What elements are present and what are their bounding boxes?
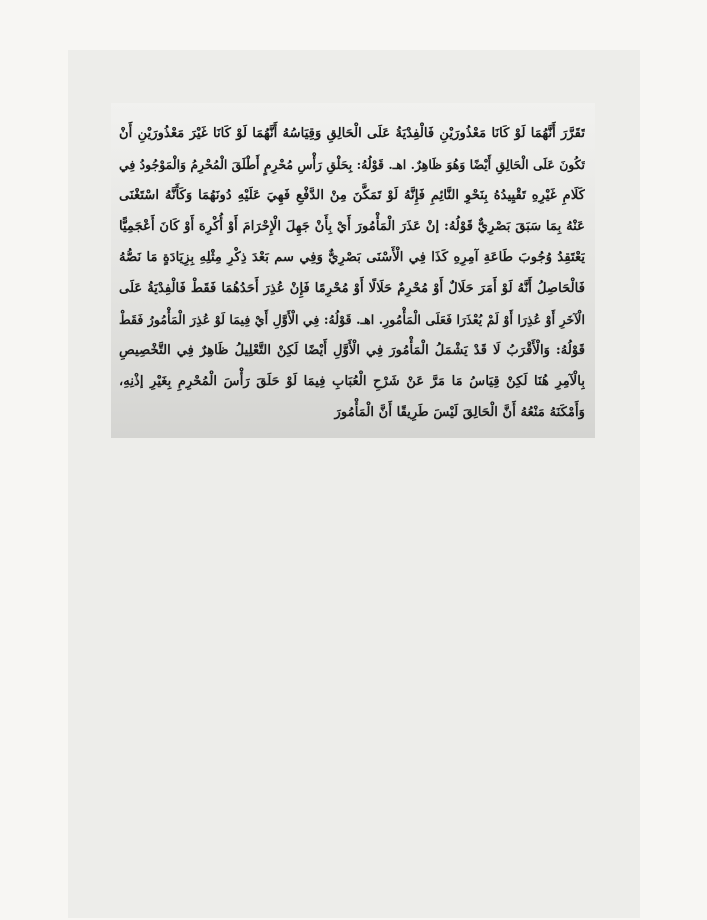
text-line: كَلَامِ غَيْرِهِ تَقْيِيدُهُ بِنَحْوِ النَّائِمِ فَإِنَّهُ لَوْ تَمَكَّنَ مِنْ الدَّفْعِ فَهِيَ عَلَيْهِ دُونَهُمَا وَكَأَنَّهُ اسْتَغْنَى — [119, 188, 585, 203]
text-line: الْآخَرِ أَوْ عُذِرَا أَوْ لَمْ يُعْذَرَا فَعَلَى الْمَأْمُورِ. اهـ. قَوْلُهُ: فِي الْأَوَّلِ أَيْ فِيمَا لَوْ عُذِرَ الْمَأْمُورُ فَقَطْ — [119, 312, 585, 327]
text-line: تَكُونَ عَلَى الْحَالِقِ أَيْضًا وَهُوَ ظَاهِرٌ. اهـ. قَوْلُهُ: بِحَلْقِ رَأْسِ مُحْرِمٍ أَطْلَقَ الْمُحْرِمُ وَالْمَوْجُودُ فِي — [119, 157, 585, 172]
text-line: قَوْلُهُ: وَالْأَقْرَبُ لَا قَدْ يَشْمَلُ الْمَأْمُورَ فِي الْأَوَّلِ أَيْضًا لَكِنْ التَّعْلِيلُ ظَاهِرٌ فِي التَّخْصِيصِ — [119, 343, 585, 358]
text-line: عَنْهُ بِمَا سَبَقَ بَصْرِيٌّ قَوْلُهُ: إنْ عَذَرَ الْمَأْمُورَ أَيْ بِأَنْ جَهِلَ الْإِحْرَامَ أَوْ أُكْرِهَ أَوْ كَانَ أَعْجَمِيًّا — [119, 219, 585, 234]
text-line: يَعْتَقِدُ وُجُوبَ طَاعَةِ آمِرِهِ كَذَا فِي الْأَسْنَى بَصْرِيٌّ وَفِي سم بَعْدَ ذِكْرِ مِثْلِهِ بِزِيَادَةٍ مَا نَصُّهُ — [119, 250, 585, 265]
text-block — [111, 103, 595, 438]
text-line: تَقَرَّرَ أَنَّهُمَا لَوْ كَانَا مَعْذُورَيْنِ فَالْفِدْيَةُ عَلَى الْحَالِقِ وَقِيَاسُهُ أَنَّهُمَا لَوْ كَانَا غَيْرَ مَعْذُورَيْنِ أَنْ — [119, 126, 585, 141]
text-line: وَأَمْكَنَهُ مَنْعُهُ أَنَّ الْحَالِقَ لَيْسَ طَرِيقًا أَنَّ الْمَأْمُورَ — [334, 405, 585, 420]
text-line: فَالْحَاصِلُ أَنَّهُ لَوْ أَمَرَ حَلَالٌ أَوْ مُحْرِمٌ حَلَالًا أَوْ مُحْرِمًا فَإِنْ عُذِرَ أَحَدُهُمَا فَقَطْ فَالْفِدْيَةُ عَلَى — [119, 281, 585, 296]
text-line: بِالْآمِرِ هُنَا لَكِنْ قِيَاسُ مَا مَرَّ عَنْ شَرْحِ الْعُبَابِ فِيمَا لَوْ حَلَقَ رَأْسَ الْمُحْرِمِ بِغَيْرِ إذْنِهِ، — [119, 374, 585, 389]
